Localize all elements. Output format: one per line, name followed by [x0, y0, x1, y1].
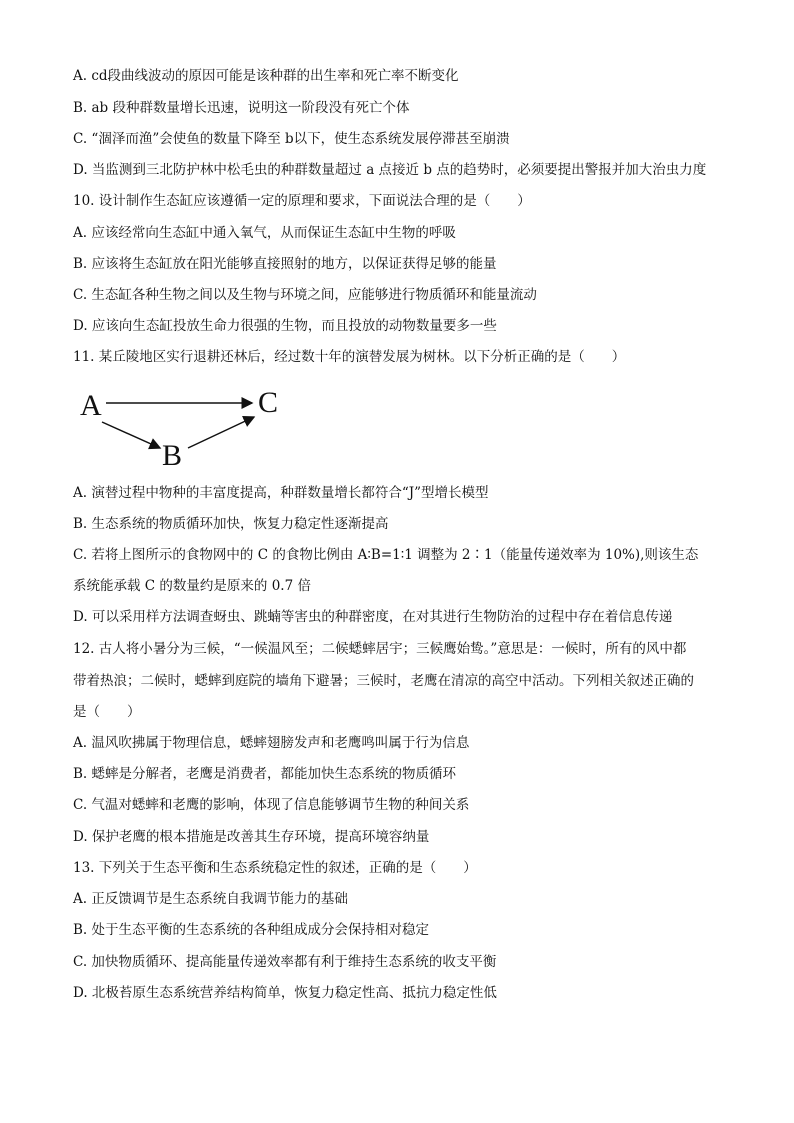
- q13-option-c: C. 加快物质循环、提高能量传递效率都有利于维持生态系统的收支平衡: [73, 954, 497, 970]
- q12-option-b: B. 蟋蟀是分解者，老鹰是消费者，都能加快生态系统的物质循环: [73, 766, 457, 782]
- food-web-diagram: [78, 384, 288, 470]
- q9-option-c: C. “涸泽而渔”会使鱼的数量下降至 b以下，使生态系统发展停滞甚至崩溃: [73, 131, 510, 147]
- q11-option-c-cont: 系统能承载 C 的数量约是原来的 0.7 倍: [73, 578, 311, 594]
- arrow-a-to-b: [102, 422, 160, 448]
- node-b: B: [162, 439, 183, 470]
- q12-option-a: A. 温风吹拂属于物理信息，蟋蟀翅膀发声和老鹰鸣叫属于行为信息: [73, 735, 470, 751]
- q12-option-d: D. 保护老鹰的根本措施是改善其生存环境，提高环境容纳量: [73, 829, 430, 845]
- q12-stem-line1: 12. 古人将小暑分为三候，“一候温风至；二候蟋蟀居宇；三候鹰始鸷。”意思是：一候时，所有的风中都: [73, 641, 687, 657]
- q9-option-a: A. cd段曲线波动的原因可能是该种群的出生率和死亡率不断变化: [73, 68, 459, 84]
- q13-stem: 13. 下列关于生态平衡和生态系统稳定性的叙述，正确的是（ ）: [73, 860, 477, 876]
- q10-stem: 10. 设计制作生态缸应该遵循一定的原理和要求，下面说法合理的是（ ）: [73, 193, 531, 209]
- q12-option-c: C. 气温对蟋蟀和老鹰的影响，体现了信息能够调节生物的种间关系: [73, 797, 470, 813]
- q11-option-c: C. 若将上图所示的食物网中的 C 的食物比例由 A∶B=1∶1 调整为 2∶1（能量传递效率为 10%),则该生态: [73, 547, 699, 563]
- q10-option-d: D. 应该向生态缸投放生命力很强的生物，而且投放的动物数量要多一些: [73, 318, 497, 334]
- q9-option-d: D. 当监测到三北防护林中松毛虫的种群数量超过 a 点接近 b 点的趋势时，必须要提出警报并加大治虫力度: [73, 162, 707, 178]
- q10-option-c: C. 生态缸各种生物之间以及生物与环境之间，应能够进行物质循环和能量流动: [73, 287, 537, 303]
- q13-option-d: D. 北极苔原生态系统营养结构简单，恢复力稳定性高、抵抗力稳定性低: [73, 985, 497, 1001]
- q12-stem-line2: 带着热浪；二候时，蟋蟀到庭院的墙角下避暑；三候时，老鹰在清凉的高空中活动。下列相关叙述正确的: [73, 673, 694, 689]
- q10-option-b: B. 应该将生态缸放在阳光能够直接照射的地方，以保证获得足够的能量: [73, 256, 497, 272]
- q13-option-b: B. 处于生态平衡的生态系统的各种组成成分会保持相对稳定: [73, 922, 430, 938]
- node-c: C: [258, 386, 279, 419]
- q9-option-b: B. ab 段种群数量增长迅速，说明这一阶段没有死亡个体: [73, 100, 410, 116]
- q11-option-b: B. 生态系统的物质循环加快，恢复力稳定性逐渐提高: [73, 516, 389, 532]
- q11-option-a: A. 演替过程中物种的丰富度提高，种群数量增长都符合“J”型增长模型: [73, 485, 489, 501]
- node-a: A: [80, 389, 102, 422]
- q10-option-a: A. 应该经常向生态缸中通入氧气，从而保证生态缸中生物的呼吸: [73, 225, 456, 241]
- arrow-b-to-c: [188, 417, 254, 448]
- q11-stem: 11. 某丘陵地区实行退耕还林后，经过数十年的演替发展为树林。以下分析正确的是（ ）: [73, 349, 626, 365]
- q13-option-a: A. 正反馈调节是生态系统自我调节能力的基础: [73, 891, 348, 907]
- q11-option-d: D. 可以采用样方法调查蚜虫、跳蝻等害虫的种群密度，在对其进行生物防治的过程中存在着信息传递: [73, 609, 673, 625]
- q12-stem-line3: 是（ ）: [73, 704, 141, 720]
